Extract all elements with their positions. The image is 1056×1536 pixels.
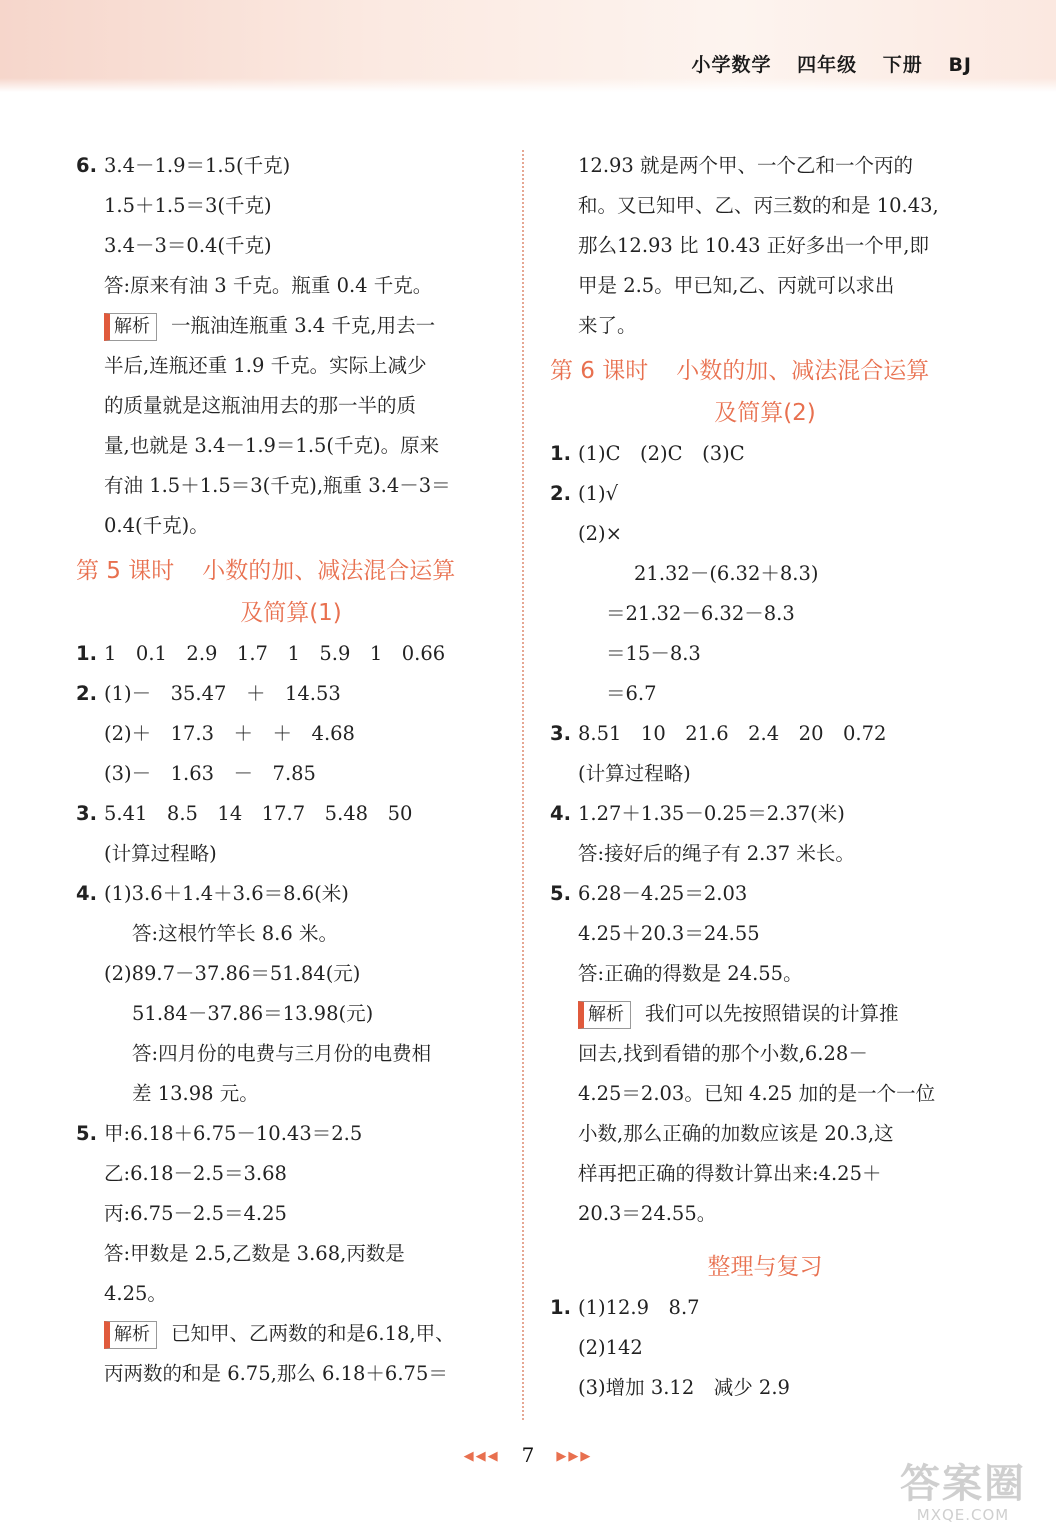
answer-line: 4. 1.27＋1.35－0.25＝2.37(米) bbox=[550, 802, 845, 825]
answer-line: 4.25。 bbox=[104, 1282, 167, 1305]
answer-line: 差 13.98 元。 bbox=[132, 1082, 259, 1105]
analysis-line: 解析 我们可以先按照错误的计算推 bbox=[550, 994, 980, 1034]
lesson-number: 第 5 课时 bbox=[76, 558, 175, 584]
answer-line: (2)× bbox=[578, 522, 622, 545]
answer-line: 答:原来有油 3 千克。瓶重 0.4 千克。 bbox=[104, 274, 433, 297]
prev-arrows-icon: ◀◀◀ bbox=[463, 1449, 500, 1464]
lesson-number: 第 6 课时 bbox=[550, 358, 649, 384]
answer-line: 丙:6.75－2.5＝4.25 bbox=[104, 1202, 287, 1225]
answer-line: 1. (1)C (2)C (3)C bbox=[550, 442, 745, 465]
grade: 四年级 bbox=[797, 54, 858, 76]
page-number: 7 bbox=[521, 1443, 535, 1467]
answer-line: 3.4－3＝0.4(千克) bbox=[104, 234, 272, 257]
watermark-logo: 答案圈 MXQE.COM bbox=[900, 1461, 1026, 1524]
analysis-line: 那么12.93 比 10.43 正好多出一个甲,即 bbox=[578, 234, 929, 257]
answer-line: (计算过程略) bbox=[104, 842, 217, 865]
analysis-line: 0.4(千克)。 bbox=[104, 514, 209, 537]
analysis-line: 半后,连瓶还重 1.9 千克。实际上减少 bbox=[104, 354, 427, 377]
analysis-line: 解析 已知甲、乙两数的和是6.18,甲、 bbox=[76, 1314, 506, 1354]
answer-line: ＝15－8.3 bbox=[606, 642, 701, 665]
answer-line: 1.5＋1.5＝3(千克) bbox=[104, 194, 272, 217]
analysis-tag: 解析 bbox=[104, 1321, 157, 1349]
right-column bbox=[550, 146, 980, 1408]
answer-line: 6. 3.4－1.9＝1.5(千克) bbox=[76, 146, 506, 186]
answer-line: ＝21.32－6.32－8.3 bbox=[606, 602, 795, 625]
answer-line: 答:接好后的绳子有 2.37 米长。 bbox=[578, 842, 855, 865]
analysis-line: 来了。 bbox=[578, 314, 637, 337]
answer-line: 5. 6.28－4.25＝2.03 bbox=[550, 882, 748, 905]
answer-line: 答:这根竹竿长 8.6 米。 bbox=[132, 922, 338, 945]
answer-line: 答:正确的得数是 24.55。 bbox=[578, 962, 803, 985]
edition: BJ bbox=[948, 54, 972, 76]
analysis-line: 12.93 就是两个甲、一个乙和一个丙的 bbox=[578, 154, 914, 177]
lesson-title: 小数的加、减法混合运算 bbox=[676, 358, 930, 384]
lesson-heading bbox=[550, 350, 980, 434]
analysis-line: 回去,找到看错的那个小数,6.28－ bbox=[578, 1042, 868, 1065]
answer-line: 1. (1)12.9 8.7 bbox=[550, 1296, 700, 1319]
analysis-line: 样再把正确的得数计算出来:4.25＋ bbox=[578, 1162, 882, 1185]
answer-line: 2. (1)－ 35.47 ＋ 14.53 bbox=[76, 682, 341, 705]
answer-line: 3. 5.41 8.5 14 17.7 5.48 50 bbox=[76, 802, 413, 825]
analysis-line: 解析 一瓶油连瓶重 3.4 千克,用去一 bbox=[76, 306, 506, 346]
answer-line: 乙:6.18－2.5＝3.68 bbox=[104, 1162, 287, 1185]
analysis-line: 和。又已知甲、乙、丙三数的和是 10.43, bbox=[578, 194, 939, 217]
analysis-line: 20.3＝24.55。 bbox=[578, 1202, 717, 1225]
lesson-heading bbox=[76, 550, 506, 634]
answer-line: 2. (1)√ bbox=[550, 482, 619, 505]
analysis-line: 甲是 2.5。甲已知,乙、丙就可以求出 bbox=[578, 274, 895, 297]
analysis-line: 小数,那么正确的加数应该是 20.3,这 bbox=[578, 1122, 894, 1145]
analysis-line: 量,也就是 3.4－1.9＝1.5(千克)。原来 bbox=[104, 434, 440, 457]
answer-line: (计算过程略) bbox=[578, 762, 691, 785]
answer-line: 1. 1 0.1 2.9 1.7 1 5.9 1 0.66 bbox=[76, 642, 446, 665]
answer-line: 21.32－(6.32＋8.3) bbox=[634, 562, 819, 585]
answer-line: (2)142 bbox=[578, 1336, 643, 1359]
column-divider bbox=[522, 150, 524, 1420]
analysis-line: 有油 1.5＋1.5＝3(千克),瓶重 3.4－3＝ bbox=[104, 474, 451, 497]
lesson-subtitle: 及简算(1) bbox=[240, 600, 342, 626]
answer-line: 5. 甲:6.18＋6.75－10.43＝2.5 bbox=[76, 1122, 363, 1145]
answer-line: 4. (1)3.6＋1.4＋3.6＝8.6(米) bbox=[76, 882, 349, 905]
answer-line: (2)89.7－37.86＝51.84(元) bbox=[104, 962, 361, 985]
volume: 下册 bbox=[882, 54, 923, 76]
answer-line: 3. 8.51 10 21.6 2.4 20 0.72 bbox=[550, 722, 887, 745]
lesson-title: 小数的加、减法混合运算 bbox=[202, 558, 456, 584]
header-band bbox=[0, 0, 1056, 92]
answer-line: 51.84－37.86＝13.98(元) bbox=[132, 1002, 374, 1025]
analysis-line: 的质量就是这瓶油用去的那一半的质 bbox=[104, 394, 417, 417]
section-heading: 整理与复习 bbox=[707, 1254, 823, 1280]
analysis-line: 丙两数的和是 6.75,那么 6.18＋6.75＝ bbox=[104, 1362, 448, 1385]
answer-line: (2)＋ 17.3 ＋ ＋ 4.68 bbox=[104, 722, 355, 745]
answer-line: 4.25＋20.3＝24.55 bbox=[578, 922, 760, 945]
book-info bbox=[674, 50, 972, 77]
subject: 小学数学 bbox=[691, 54, 772, 76]
answer-line: 答:甲数是 2.5,乙数是 3.68,丙数是 bbox=[104, 1242, 405, 1265]
next-arrows-icon: ▶▶▶ bbox=[556, 1449, 593, 1464]
answer-line: (3)－ 1.63 － 7.85 bbox=[104, 762, 316, 785]
question-number: 6. bbox=[76, 154, 97, 177]
analysis-tag: 解析 bbox=[578, 1001, 631, 1029]
answer-line: ＝6.7 bbox=[606, 682, 657, 705]
analysis-tag: 解析 bbox=[104, 313, 157, 341]
answer-line: 答:四月份的电费与三月份的电费相 bbox=[132, 1042, 432, 1065]
analysis-line: 4.25＝2.03。已知 4.25 加的是一个一位 bbox=[578, 1082, 936, 1105]
lesson-subtitle: 及简算(2) bbox=[714, 400, 816, 426]
left-column bbox=[76, 146, 506, 1394]
answer-line: (3)增加 3.12 减少 2.9 bbox=[578, 1376, 790, 1399]
